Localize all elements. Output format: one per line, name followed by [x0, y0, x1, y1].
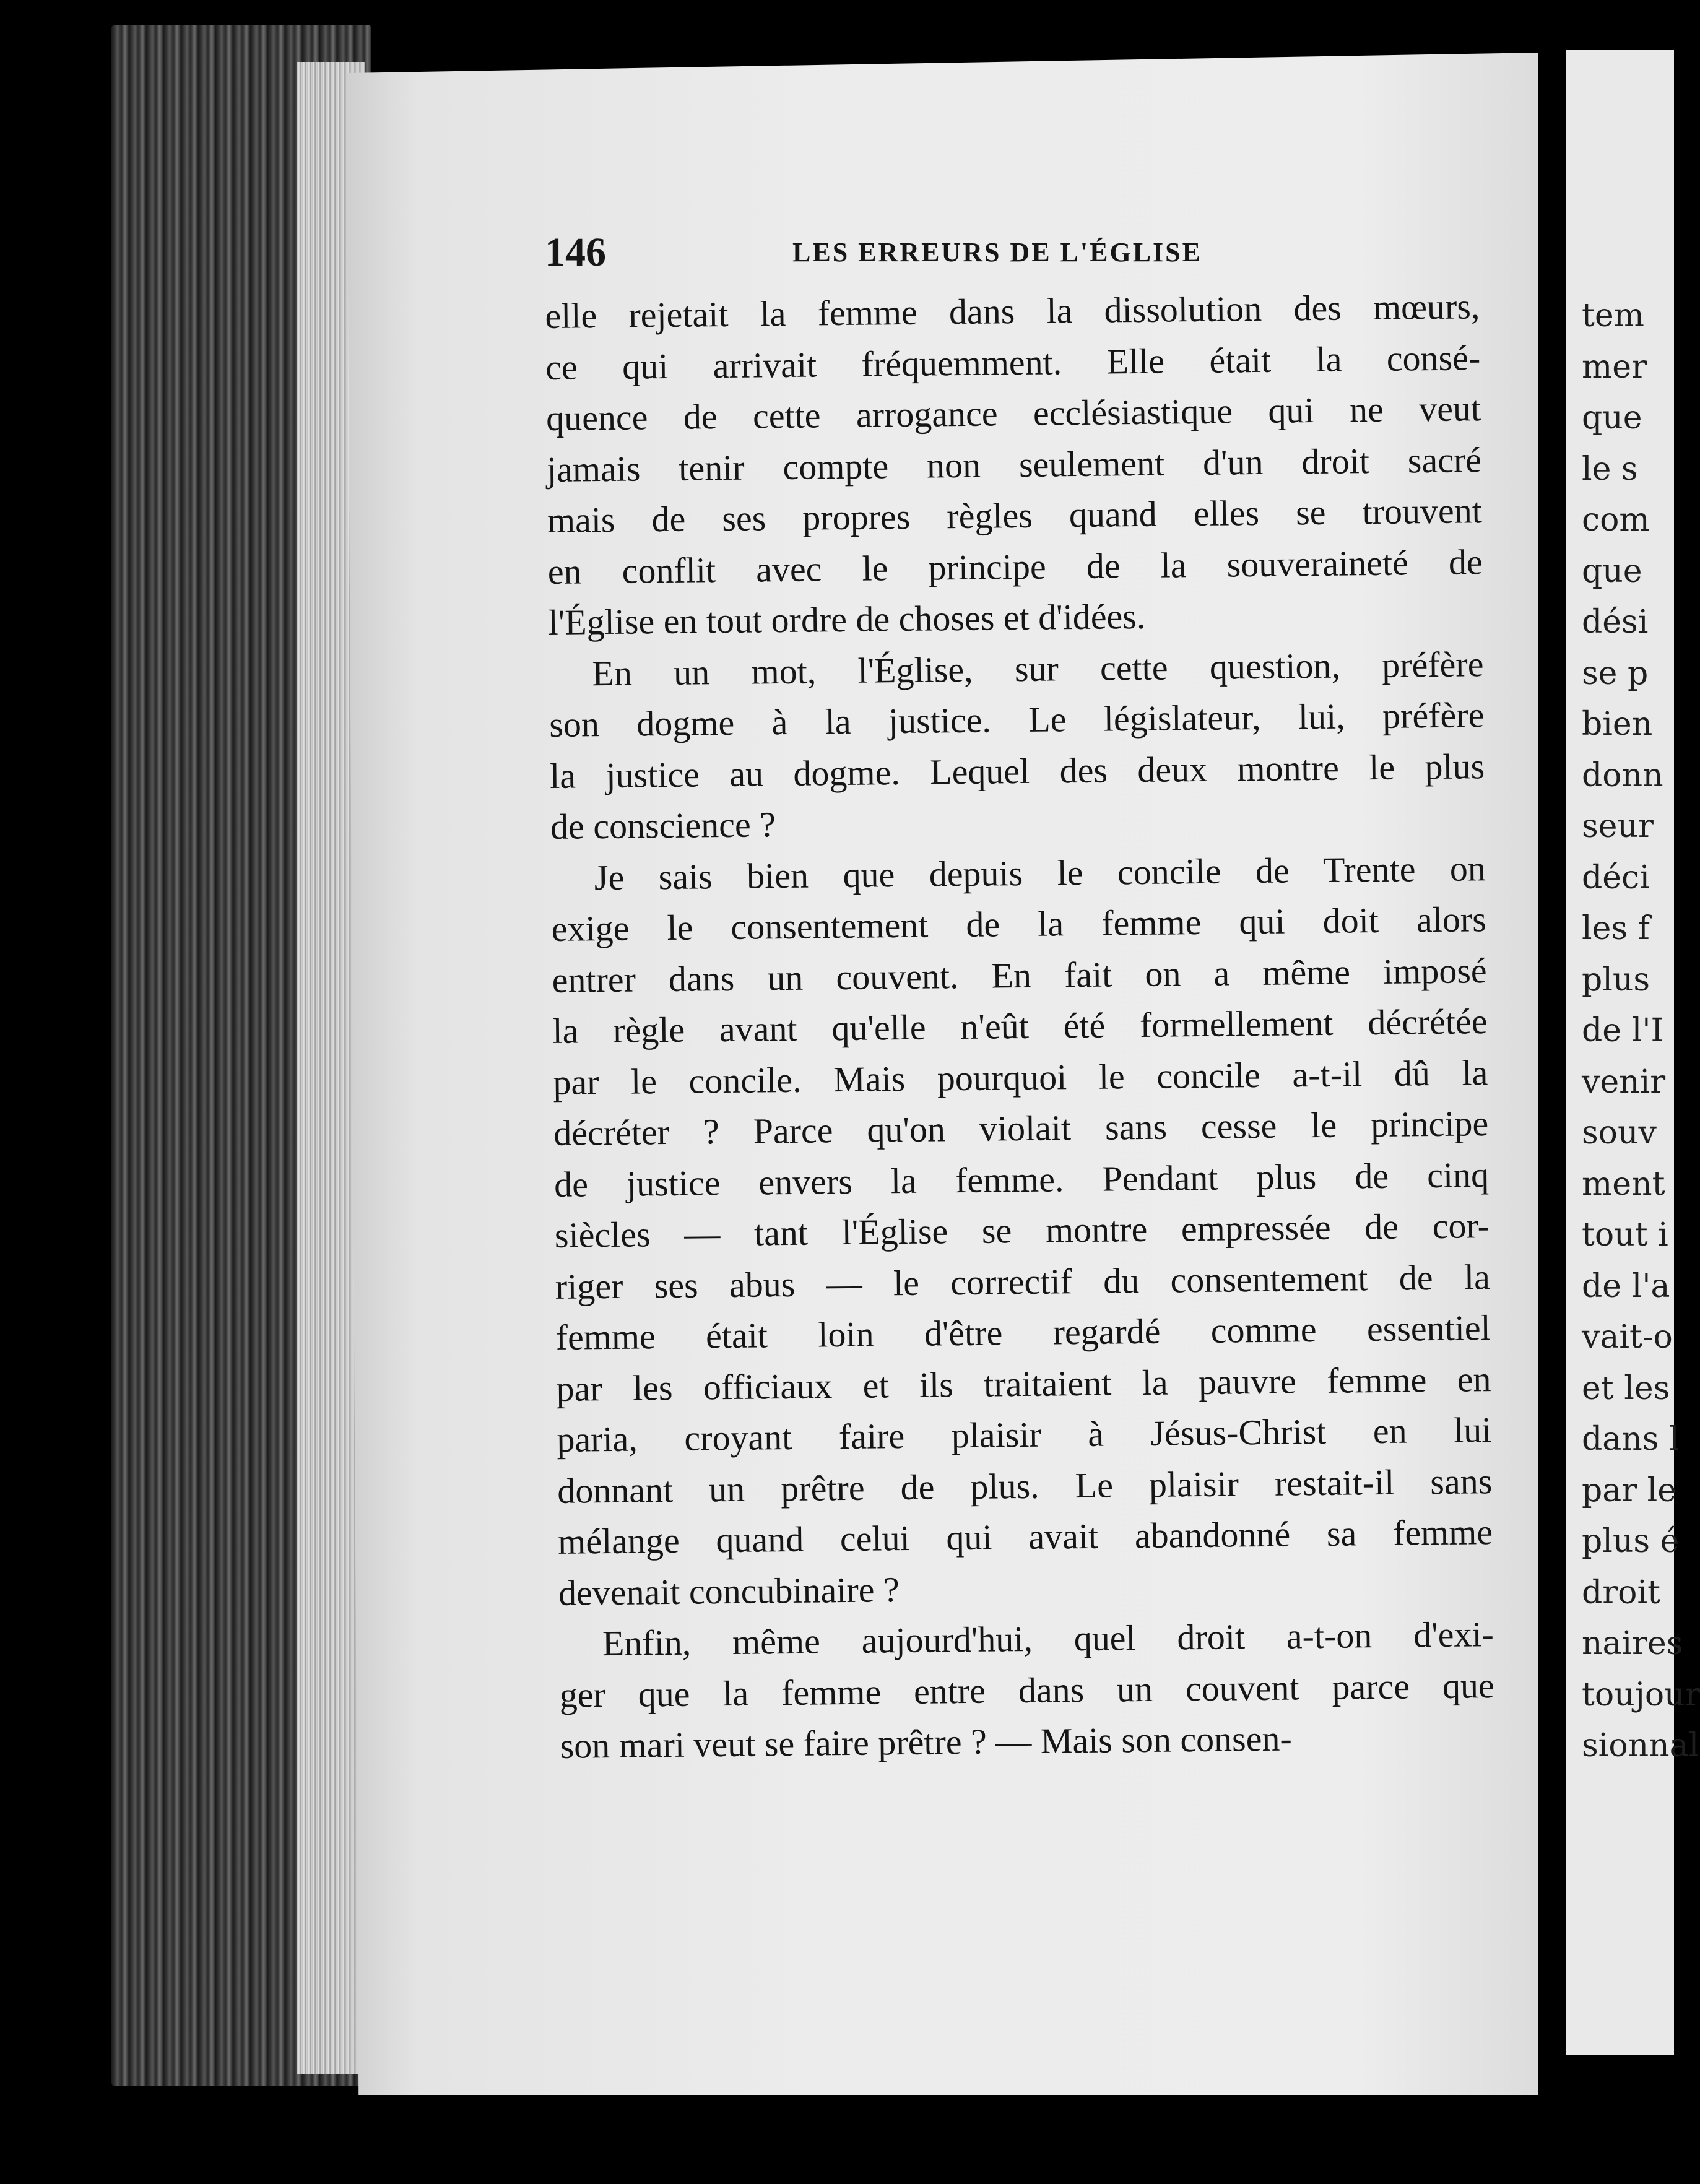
page-header: [545, 229, 1226, 279]
text-line: son dogme à la justice. Le législateur, lui, préfère: [549, 695, 1485, 745]
text-line: mélange quand celui qui avait abandonné sa femme: [557, 1512, 1493, 1562]
text-line: décréter ? Parce qu'on violait sans cesse le principe: [553, 1103, 1489, 1153]
text-line: Je sais bien que depuis le concile de Trente on: [594, 847, 1486, 898]
facing-page-fragment: plus: [1582, 961, 1650, 999]
text-line: ce qui arrivait fréquemment. Elle était la consé-: [545, 337, 1481, 388]
facing-page-fragment: seur: [1582, 808, 1654, 845]
facing-page-fragment: droit: [1582, 1574, 1660, 1611]
facing-page-fragment: le s: [1582, 450, 1638, 488]
text-line: siècles — tant l'Église se montre empressée de cor-: [554, 1205, 1490, 1255]
text-line: la règle avant qu'elle n'eût été formellement décrétée: [552, 1001, 1488, 1051]
facing-page-fragment: dési: [1582, 604, 1649, 641]
facing-page-fragment: que: [1582, 399, 1642, 436]
facing-page-fragment: com: [1582, 501, 1650, 539]
facing-page-fragment: et les: [1582, 1369, 1670, 1407]
text-line: de justice envers la femme. Pendant plus de cinq: [553, 1154, 1490, 1205]
facing-page-fragment: naires: [1582, 1625, 1683, 1662]
text-line: jamais tenir compte non seulement d'un droit sacré: [546, 439, 1482, 490]
text-line: quence de cette arrogance ecclésiastique qui ne veut: [545, 388, 1481, 438]
facing-page-fragment: vait-o: [1582, 1319, 1673, 1356]
facing-page-fragment: sionnal: [1582, 1727, 1699, 1764]
text-line: devenait concubinaire ?: [558, 1569, 900, 1613]
text-line: Enfin, même aujourd'hui, quel droit a-t-on d'exi-: [602, 1614, 1494, 1664]
facing-page: [1566, 50, 1700, 2055]
facing-page-fragment: déci: [1582, 859, 1650, 896]
facing-page-fragment: plus é: [1582, 1523, 1680, 1560]
facing-page-fragment: par le: [1582, 1471, 1677, 1509]
page-number: 146: [545, 230, 606, 275]
facing-page-fragment: de l'a: [1582, 1267, 1670, 1305]
text-line: donnant un prêtre de plus. Le plaisir restait-il sans: [557, 1460, 1493, 1511]
book-page-edges: [111, 25, 371, 2086]
text-line: elle rejetait la femme dans la dissolution des mœurs,: [545, 286, 1480, 336]
text-line: par les officiaux et ils traitaient la pauvre femme en: [556, 1358, 1491, 1409]
text-line: femme était loin d'être regardé comme essentiel: [555, 1307, 1491, 1358]
text-line: exige le consentement de la femme qui doit alors: [551, 899, 1487, 949]
text-line: la justice au dogme. Lequel des deux montre le plus: [549, 745, 1485, 796]
facing-page-fragment: bien: [1582, 706, 1653, 743]
facing-page-fragment: souv: [1582, 1114, 1657, 1151]
text-line: paria, croyant faire plaisir à Jésus-Christ en lui: [557, 1410, 1492, 1460]
facing-page-fragment: les f: [1582, 910, 1650, 947]
text-line: en conflit avec le principe de la souveraineté de: [547, 541, 1483, 592]
facing-page-fragment: tout i: [1582, 1216, 1668, 1254]
facing-page-fragment: tem: [1582, 297, 1644, 334]
facing-page-fragment: ment: [1582, 1165, 1665, 1203]
facing-page-fragment: dans l: [1582, 1421, 1680, 1458]
text-line: l'Église en tout ordre de choses et d'idées.: [548, 596, 1146, 643]
text-line: son mari veut se faire prêtre ? — Mais son consen-: [560, 1718, 1293, 1766]
facing-page-fragment: toujour: [1582, 1676, 1700, 1714]
facing-page-fragment: que: [1582, 552, 1642, 590]
facing-page-fragment: se p: [1582, 654, 1649, 692]
facing-page-fragment: venir: [1582, 1063, 1666, 1101]
body-text: [545, 281, 1495, 1772]
text-line: En un mot, l'Église, sur cette question, préfère: [592, 643, 1484, 693]
facing-page-fragment: donn: [1582, 756, 1663, 794]
text-line: entrer dans un couvent. En fait on a même imposé: [552, 950, 1487, 1000]
facing-page-fragment: mer: [1582, 348, 1647, 386]
facing-page-fragment: de l'I: [1582, 1012, 1664, 1049]
text-line: ger que la femme entre dans un couvent parce que: [559, 1665, 1495, 1715]
text-line: par le concile. Mais pourquoi le concile a-t-il dû la: [553, 1052, 1488, 1103]
text-line: riger ses abus — le correctif du consentement de la: [555, 1256, 1491, 1307]
text-line: mais de ses propres règles quand elles se trouvent: [547, 490, 1483, 540]
text-line: de conscience ?: [550, 804, 776, 847]
running-title: LES ERREURS DE L'ÉGLISE: [792, 237, 1202, 267]
